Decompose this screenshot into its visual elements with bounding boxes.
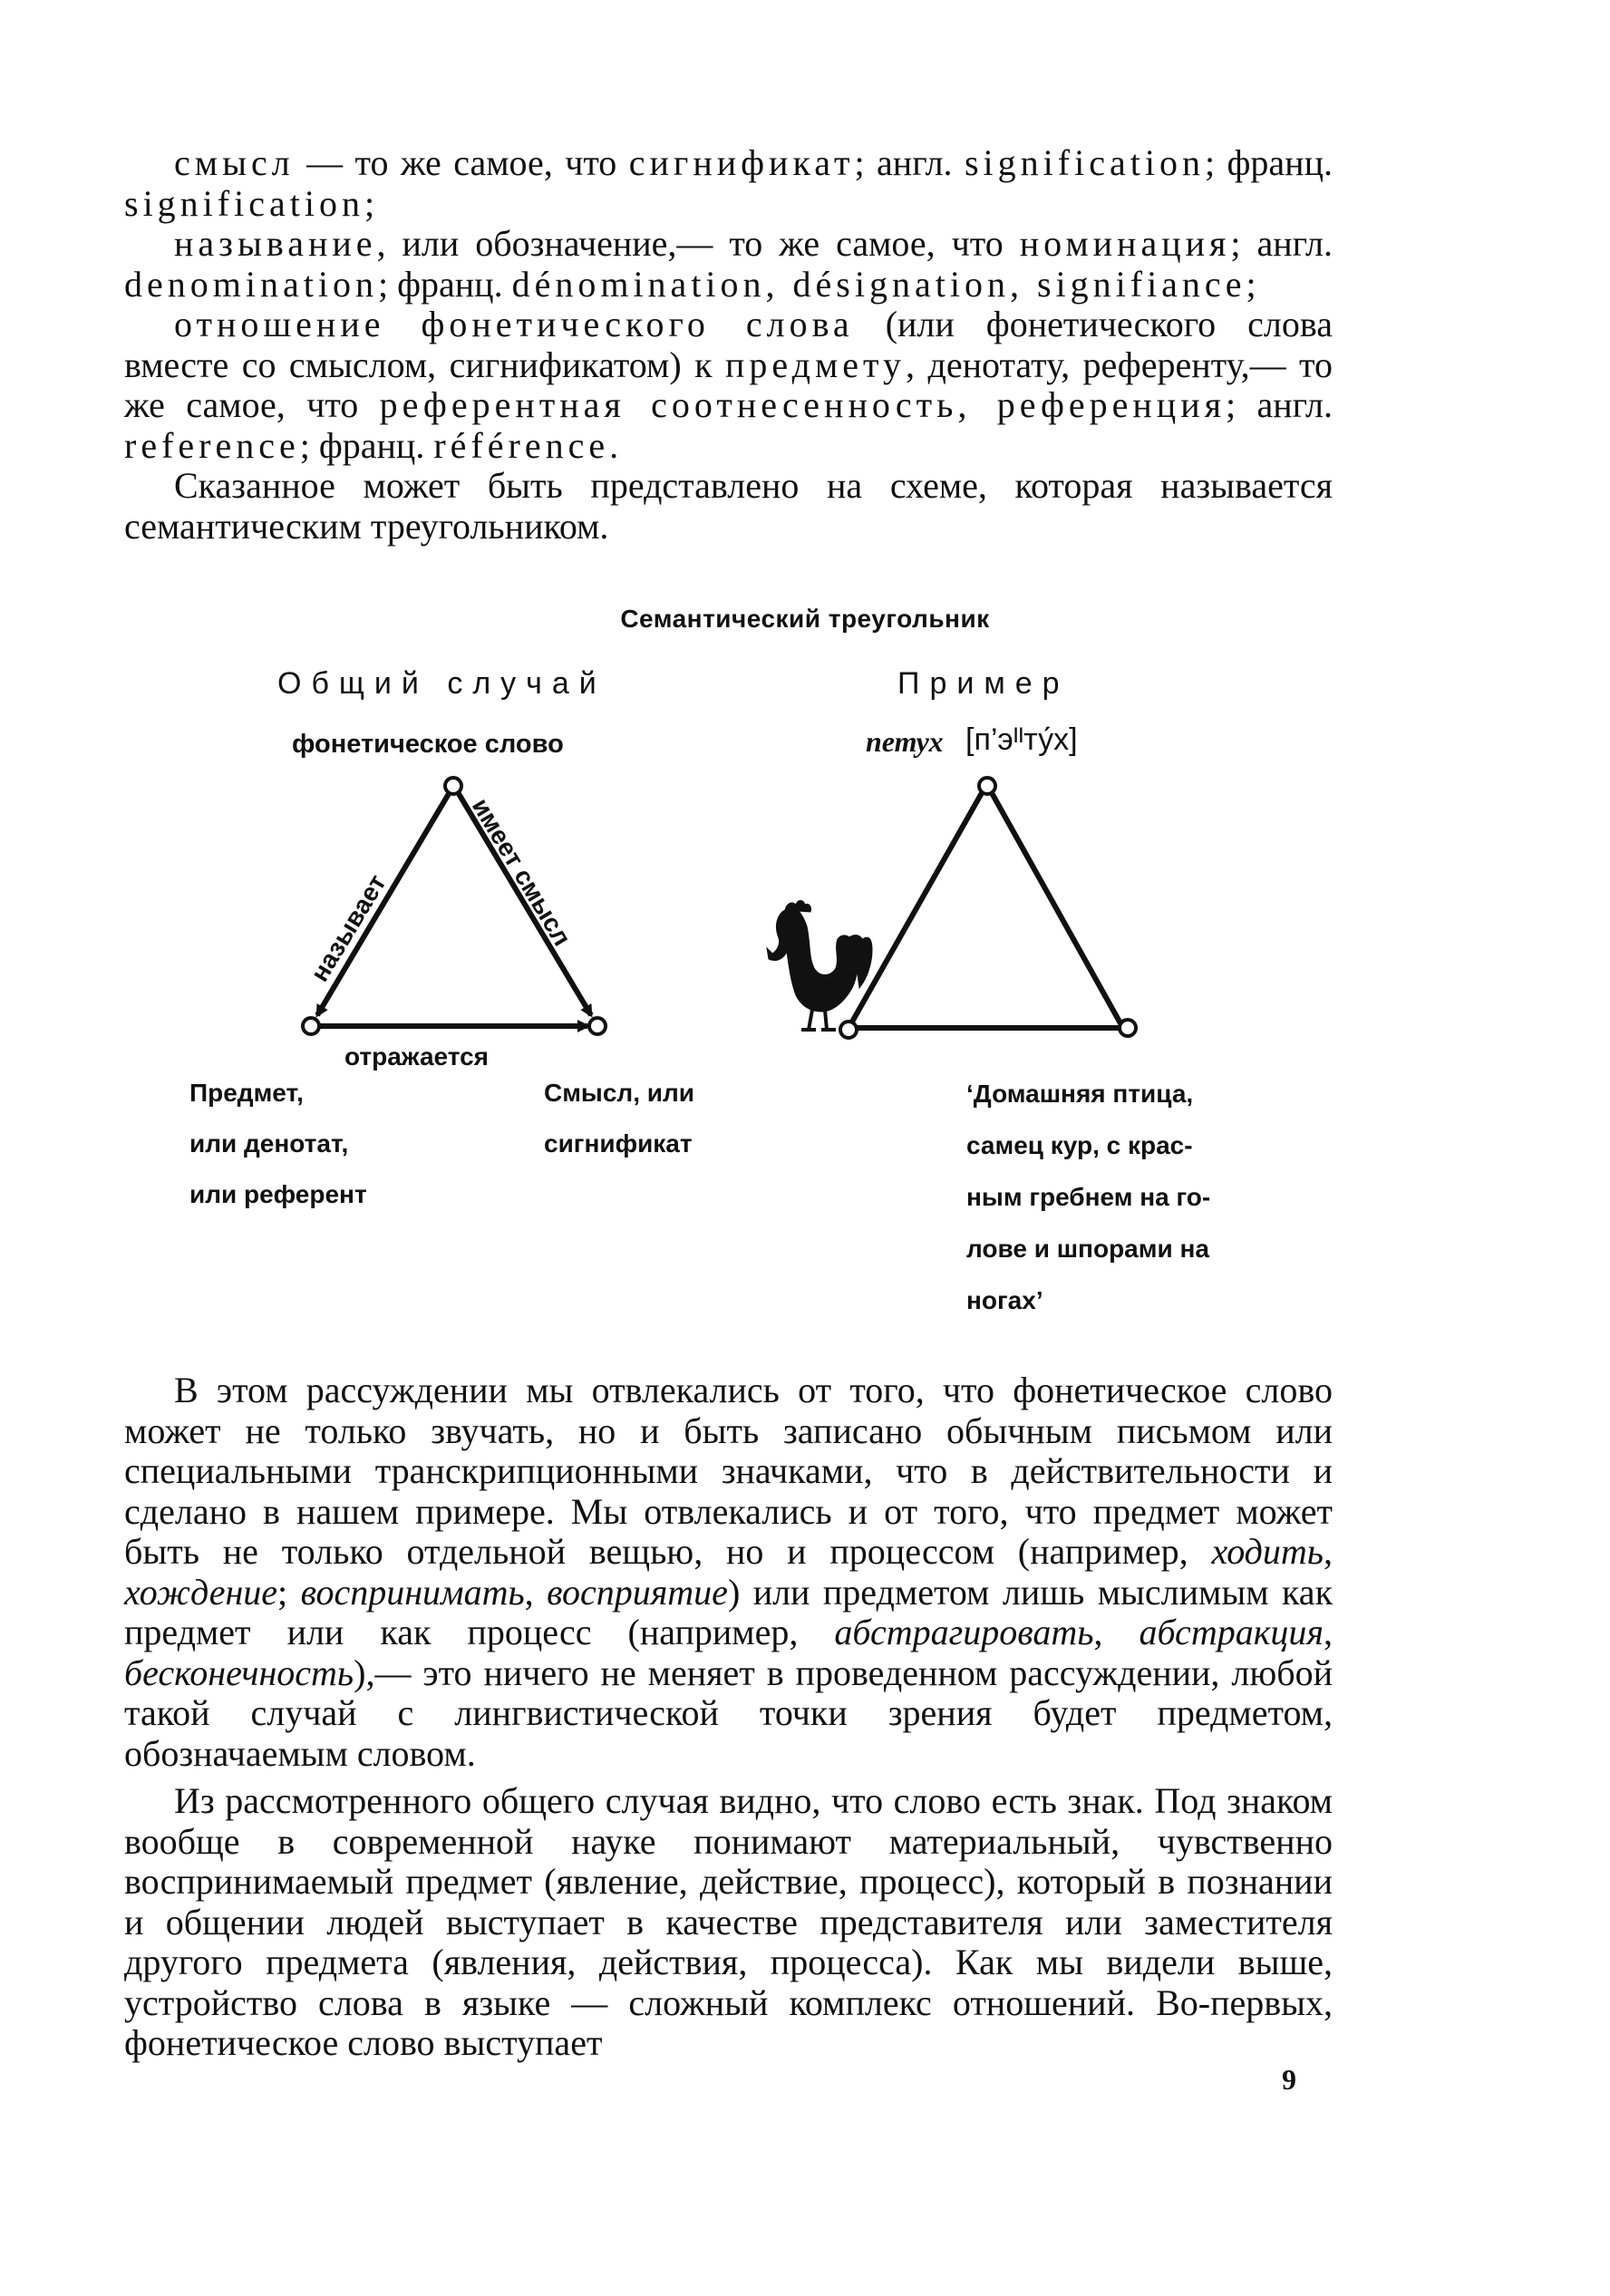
right-vertex-line: сигнификат <box>544 1129 693 1158</box>
example-triangle <box>840 778 1136 1038</box>
left-vertex <box>303 1018 319 1034</box>
general-case-heading: Общий случай <box>277 666 606 701</box>
definition-nazyvanie: называние, или обозначение,— то же самое, что номинация; англ. denomination; франц. dénomination, désignation, signifiance; <box>124 223 1334 305</box>
example-left-vertex <box>840 1022 857 1038</box>
meaning-line: лове и шпорами на <box>966 1235 1209 1263</box>
right-vertex-line: Смысл, или <box>544 1079 694 1107</box>
left-vertex-line: Предмет, <box>189 1079 304 1107</box>
right-vertex <box>589 1018 606 1034</box>
example-heading: Пример <box>897 666 1070 701</box>
example-top-vertex <box>979 778 995 794</box>
left-edge-label-text: называет <box>305 869 392 987</box>
example-left-edge <box>851 791 983 1023</box>
left-edge-arrow <box>317 792 450 1015</box>
example-meaning <box>966 1068 1210 1326</box>
left-vertex-line: или денотат, <box>189 1129 349 1158</box>
left-edge-label <box>306 869 392 986</box>
meaning-line: ногах’ <box>966 1286 1043 1314</box>
example-transcription: [п’эᴵᴵту́х] <box>965 722 1078 757</box>
paragraph-sign: Из рассмотренного общего случая видно, что слово есть знак. Под знаком вообще в современной науке понимают материальный, чувственно воспринимаемый предмет (явление, действие, процесс), который в познании и общении людей выступает в качестве представителя или заместителя другого предмета (явления, действия, процесса). Как мы видели выше, устройство слова в языке — сложный комплекс отношений. Во-первых, фонетическое слово выступает <box>124 1780 1333 2063</box>
bottom-edge-label: отражается <box>344 1042 490 1070</box>
paragraph-abstraction: В этом рассуждении мы отвлекались от того, что фонетическое слово может не только звучать, но и быть записано обычным письмом или специальными транскрипционными значками, что в действительности и сделано в нашем примере. Мы отвлекались и от того, что предмет может быть не только отдельной вещью, но и процессом (например, ходить, хождение; воспринимать, восприятие) или предметом лишь мыслимым как предмет или как процесс (например, абстрагировать, абстракция, бесконечность),— это ничего не меняет в проведенном рассуждении, любой такой случай с лингвистической точки зрения будет предметом, обозначаемым словом. <box>124 1370 1334 1774</box>
example-word: петух <box>866 725 944 758</box>
left-vertex-label <box>189 1068 367 1220</box>
meaning-line: ‘Домашняя птица, <box>966 1080 1194 1108</box>
right-edge-label <box>467 793 577 951</box>
intro-paragraph: Сказанное может быть представлено на схеме, которая называется семантическим треугольником. <box>124 465 1333 547</box>
right-vertex-label <box>544 1068 694 1169</box>
left-vertex-line: или референт <box>189 1180 367 1208</box>
page-number: 9 <box>1282 2063 1296 2096</box>
example-right-edge <box>991 791 1120 1023</box>
definition-otnoshenie: отношение фонетического слова (или фонетического слова вместе со смыслом, сигнификатом) к предмету, денотату, референту,— то же самое, что референтная соотнесенность, референция; англ. reference; франц. référence. <box>124 304 1334 466</box>
meaning-line: самец кур, с крас- <box>966 1131 1193 1159</box>
meaning-line: ным гребнем на го- <box>966 1183 1211 1211</box>
example-right-vertex <box>1120 1020 1136 1036</box>
right-edge-label-text: имеет смысл <box>466 793 577 951</box>
body-text <box>124 1371 1333 2064</box>
top-vertex-label: фонетическое слово <box>292 730 564 759</box>
figure-title: Семантический треугольник <box>620 605 990 633</box>
top-vertex <box>445 778 461 794</box>
definition-smysl: смысл — то же самое, что сигнификат; англ. signification; франц. signification; <box>124 142 1333 224</box>
